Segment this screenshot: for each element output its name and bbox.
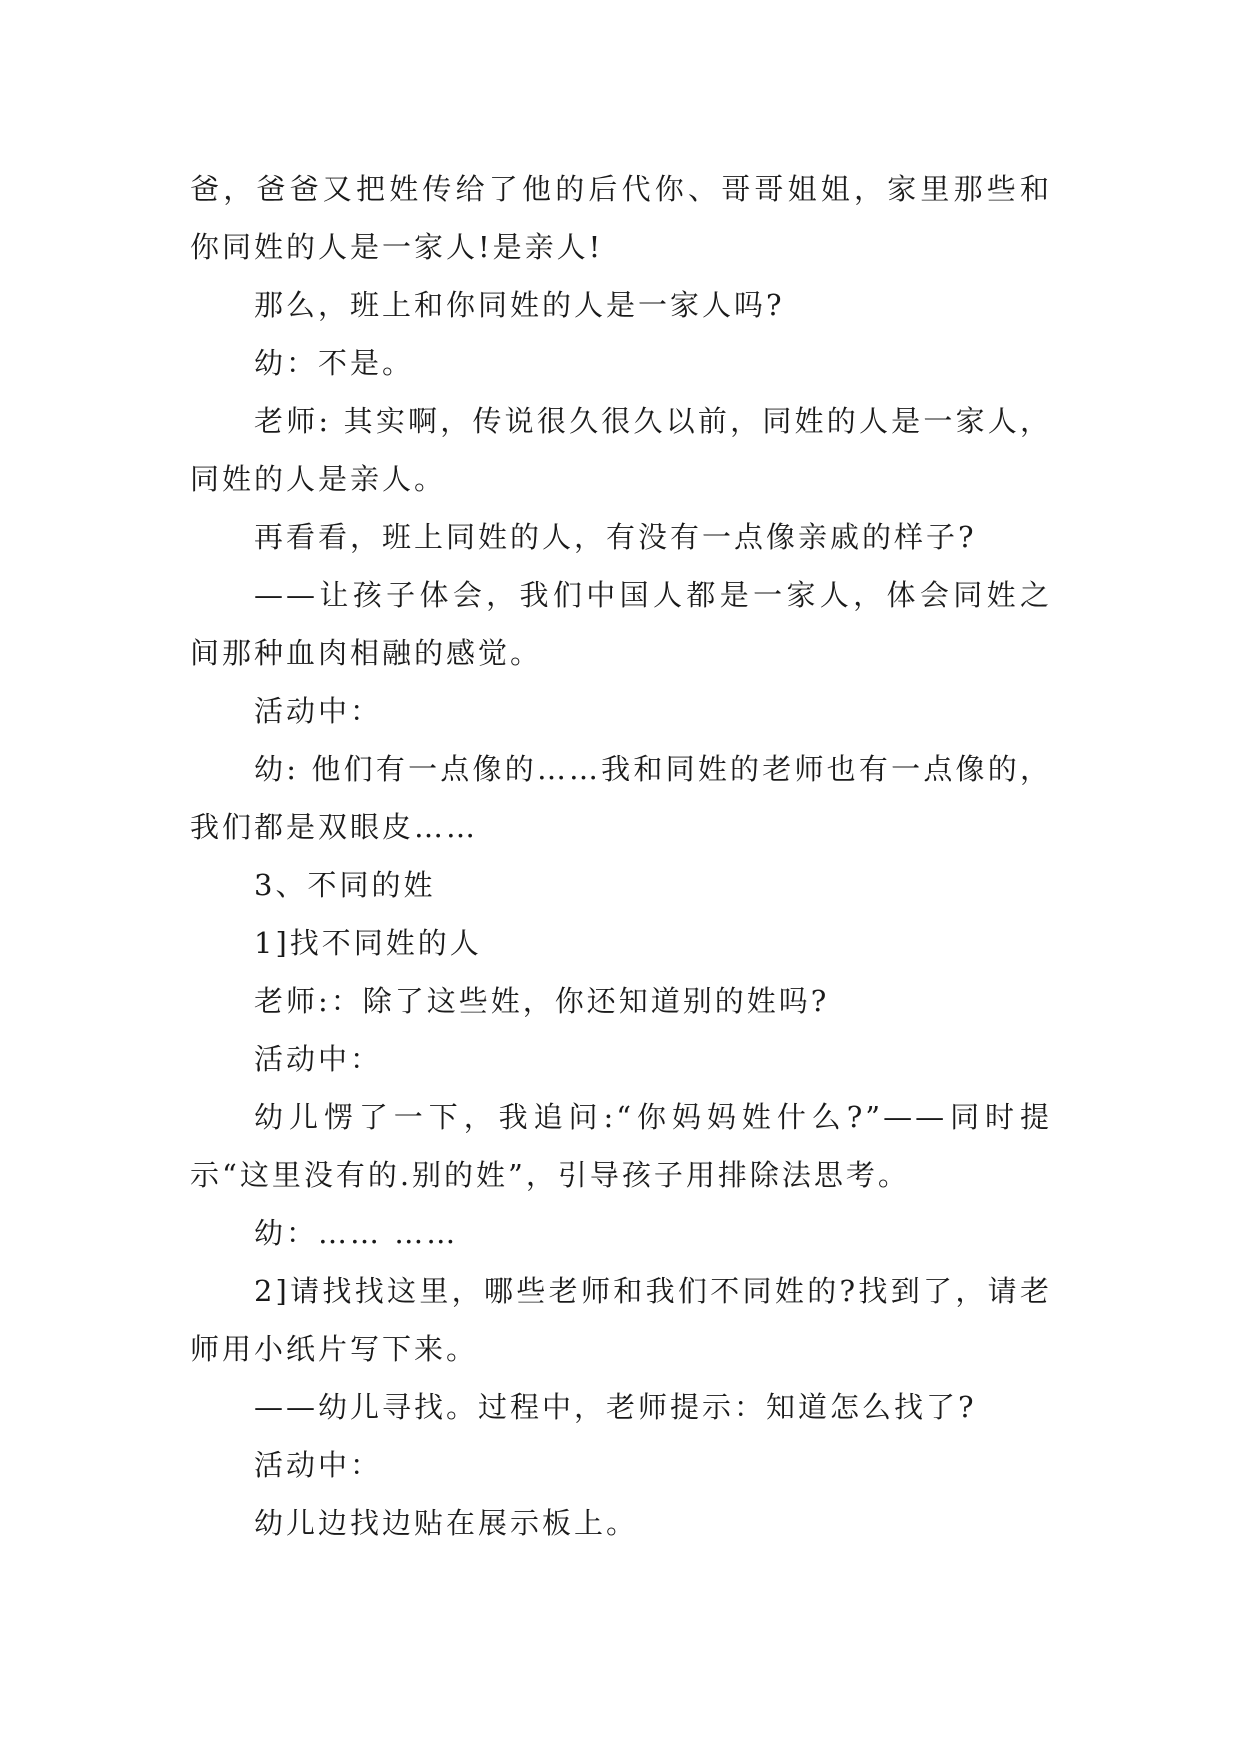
subsection-heading: 1]找不同姓的人 — [254, 926, 482, 960]
paragraph: 老师:：除了这些姓，你还知道别的姓吗? — [254, 984, 830, 1018]
paragraph: 老师: 其实啊，传说很久很久以前，同姓的人是一家人，同姓的人是亲人。 — [190, 404, 1052, 496]
paragraph: 爸，爸爸又把姓传给了他的后代你、哥哥姐姐，家里那些和你同姓的人是一家人!是亲人! — [190, 172, 1052, 264]
paragraph: 幼儿边找边贴在展示板上。 — [254, 1506, 639, 1540]
paragraph: 活动中： — [254, 1448, 383, 1482]
paragraph: ——让孩子体会，我们中国人都是一家人，体会同姓之间那种血肉相融的感觉。 — [190, 578, 1052, 670]
paragraph: 幼: 他们有一点像的……我和同姓的老师也有一点像的，我们都是双眼皮…… — [190, 752, 1052, 844]
paragraph: 那么，班上和你同姓的人是一家人吗? — [254, 288, 785, 322]
paragraph: 幼：…… …… — [254, 1216, 459, 1250]
paragraph: 2]请找找这里，哪些老师和我们不同姓的?找到了，请老师用小纸片写下来。 — [190, 1274, 1052, 1366]
document-body — [190, 160, 1052, 1552]
section-heading: 3、不同的姓 — [254, 868, 436, 902]
paragraph: 幼：不是。 — [254, 346, 415, 380]
paragraph: 幼儿愣了一下，我追问:“你妈妈姓什么?”——同时提示“这里没有的.别的姓”，引导孩子用排除法思考。 — [190, 1100, 1052, 1192]
paragraph: 再看看，班上同姓的人，有没有一点像亲戚的样子? — [254, 520, 977, 554]
paragraph: ——幼儿寻找。过程中，老师提示：知道怎么找了? — [254, 1390, 977, 1424]
paragraph: 活动中： — [254, 694, 383, 728]
paragraph: 活动中： — [254, 1042, 383, 1076]
